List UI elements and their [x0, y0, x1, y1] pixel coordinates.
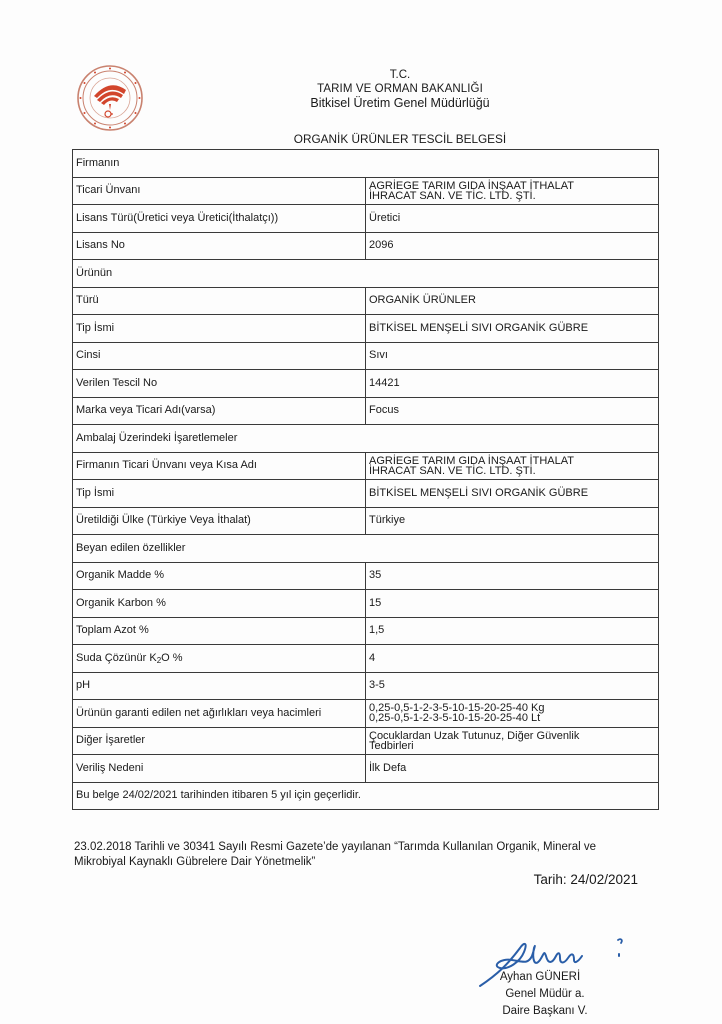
section-row — [73, 260, 659, 288]
header-ministry: TARIM VE ORMAN BAKANLIĞI — [317, 83, 483, 95]
signer-name: Ayhan GÜNERİ — [499, 971, 581, 983]
table-row — [73, 590, 659, 618]
row-value: Üretici — [366, 205, 659, 233]
row-value: ORGANİK ÜRÜNLER — [366, 287, 659, 315]
row-label: Lisans No — [73, 232, 366, 260]
value-line: AGRİEGE TARIM GIDA İNŞAAT İTHALAT — [369, 179, 574, 192]
row-label: Verilen Tescil No — [73, 370, 366, 398]
certificate-table — [72, 149, 659, 810]
table-row — [73, 755, 659, 783]
value-line: Çocuklardan Uzak Tutunuz, Diğer Güvenlik — [369, 729, 580, 742]
row-value: Türkiye — [366, 507, 659, 535]
table-row — [73, 205, 659, 233]
label-part: O % — [161, 651, 183, 664]
section-packaging: Ambalaj Üzerindeki İşaretlemeler — [73, 425, 659, 453]
row-value: İlk Defa — [366, 755, 659, 783]
value-line: AGRİEGE TARIM GIDA İNŞAAT İTHALAT — [369, 454, 574, 467]
value-line: İHRACAT SAN. VE TİC. LTD. ŞTİ. — [369, 189, 536, 202]
regulation-note — [74, 840, 674, 870]
header-department: Bitkisel Üretim Genel Müdürlüğü — [310, 96, 490, 110]
section-row — [73, 535, 659, 563]
row-value: Sıvı — [366, 342, 659, 370]
value-line: 0,25-0,5-1-2-3-5-10-15-20-25-40 Kg — [369, 702, 545, 715]
row-label: Lisans Türü(Üretici veya Üretici(İthalatçı)) — [73, 205, 366, 233]
row-label: Veriliş Nedeni — [73, 755, 366, 783]
row-value: 1,5 — [366, 617, 659, 645]
row-label: Tip İsmi — [73, 315, 366, 343]
row-value — [366, 727, 659, 755]
row-label: Firmanın Ticari Ünvanı veya Kısa Adı — [73, 452, 366, 480]
row-value: 35 — [366, 562, 659, 590]
table-row — [73, 452, 659, 480]
row-label: Tip İsmi — [73, 480, 366, 508]
regulation-note-line: Mikrobiyal Kaynaklı Gübrelere Dair Yönetmelik” — [74, 856, 316, 868]
label-part: Suda Çözünür K — [76, 651, 157, 664]
row-value: Focus — [366, 397, 659, 425]
table-row — [73, 342, 659, 370]
label-subscript: 2 — [156, 655, 162, 665]
section-row — [73, 150, 659, 178]
table-row — [73, 645, 659, 673]
table-row — [73, 177, 659, 205]
table-row — [73, 617, 659, 645]
table-row — [73, 370, 659, 398]
table-row — [73, 232, 659, 260]
row-value — [366, 452, 659, 480]
table-row — [73, 562, 659, 590]
ministry-seal-icon — [76, 64, 144, 132]
row-label: Organik Madde % — [73, 562, 366, 590]
row-label — [73, 645, 366, 673]
table-row — [73, 480, 659, 508]
row-label: Ticari Ünvanı — [73, 177, 366, 205]
row-label: Diğer İşaretler — [73, 727, 366, 755]
row-label: Toplam Azot % — [73, 617, 366, 645]
section-firm: Firmanın — [73, 150, 659, 178]
row-value: 15 — [366, 590, 659, 618]
table-row — [73, 315, 659, 343]
value-line: İHRACAT SAN. VE TİC. LTD. ŞTİ. — [369, 464, 536, 477]
row-value: 14421 — [366, 370, 659, 398]
value-line: Tedbirleri — [369, 739, 414, 752]
validity-note: Bu belge 24/02/2021 tarihinden itibaren 5 yıl için geçerlidir. — [73, 782, 659, 810]
section-row — [73, 425, 659, 453]
row-value — [366, 700, 659, 728]
signer-title: Daire Başkanı V. — [502, 1005, 588, 1017]
table-row — [73, 700, 659, 728]
section-declared: Beyan edilen özellikler — [73, 535, 659, 563]
issue-date: Tarih: 24/02/2021 — [533, 872, 638, 887]
value-line: 0,25-0,5-1-2-3-5-10-15-20-25-40 Lt — [369, 712, 541, 725]
row-label: Marka veya Ticari Adı(varsa) — [73, 397, 366, 425]
row-value: 4 — [366, 645, 659, 673]
table-row — [73, 672, 659, 700]
regulation-note-line: 23.02.2018 Tarihli ve 30341 Sayılı Resmi Gazete’de yayılanan “Tarımda Kullanılan Organik, Mineral ve — [74, 841, 597, 853]
row-value: BİTKİSEL MENŞELİ SIVI ORGANİK GÜBRE — [366, 480, 659, 508]
row-label: Organik Karbon % — [73, 590, 366, 618]
document-title: ORGANİK ÜRÜNLER TESCİL BELGESİ — [293, 132, 507, 146]
table-row — [73, 397, 659, 425]
row-label: pH — [73, 672, 366, 700]
row-label: Üretildiği Ülke (Türkiye Veya İthalat) — [73, 507, 366, 535]
signer-title: Genel Müdür a. — [505, 988, 585, 1000]
section-product: Ürünün — [73, 260, 659, 288]
row-label: Ürünün garanti edilen net ağırlıkları veya hacimleri — [73, 700, 366, 728]
validity-row — [73, 782, 659, 810]
row-label: Türü — [73, 287, 366, 315]
row-value: 3-5 — [366, 672, 659, 700]
table-row — [73, 727, 659, 755]
row-label: Cinsi — [73, 342, 366, 370]
table-row — [73, 287, 659, 315]
row-value: 2096 — [366, 232, 659, 260]
header-country: T.C. — [389, 69, 411, 81]
row-value: BİTKİSEL MENŞELİ SIVI ORGANİK GÜBRE — [366, 315, 659, 343]
row-value — [366, 177, 659, 205]
table-row — [73, 507, 659, 535]
